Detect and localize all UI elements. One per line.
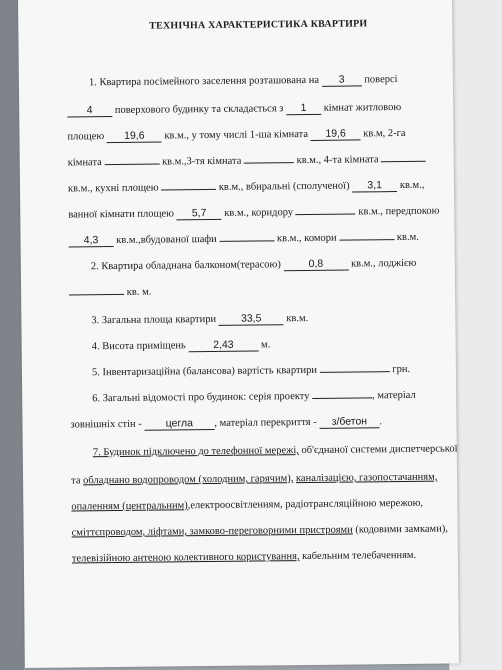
p4-line: 4. Висота приміщень 2,43 м.	[91, 338, 271, 353]
p1-line7: 4,3 кв.м.,вбудованої шафи кв.м., комори кв.м.	[69, 232, 419, 248]
room3-area-field	[244, 162, 294, 164]
p7-line5: телевізійною антеною колективного користування, кабельним телебаченням.	[71, 549, 417, 565]
document-title: ТЕХНІЧНА ХАРАКТЕРИСТИКА КВАРТИРИ	[149, 18, 368, 32]
walls-material-field: цегла	[144, 418, 214, 431]
loggia-area-field	[69, 294, 124, 296]
balcony-area-field: 0,8	[283, 259, 348, 272]
floor-field: 3	[322, 74, 362, 86]
p7-line3: опаленням (центральним),електроосвітленням, радіотрансляційною мережою,	[71, 497, 424, 513]
room2-area-field	[104, 164, 159, 166]
p5-line: 5. Інвентаризаційна (балансова) вартість квартири грн.	[91, 363, 411, 379]
slabs-material-field: з/бетон	[319, 416, 379, 429]
wardrobe-area-field	[219, 240, 274, 242]
room4-area-field	[381, 161, 426, 162]
bath-area-field: 5,7	[177, 208, 222, 220]
p1-line3: площею 19,6 кв.м., у тому числі 1-ша кімната 19,6 кв.м, 2-га	[67, 127, 406, 143]
living-area-field: 19,6	[107, 131, 162, 144]
value-field	[320, 371, 390, 373]
p1-line1: 1. Квартира посімейного заселення розташована на 3 поверсі	[88, 73, 398, 89]
p2-line1: 2. Квартира обладнана балконом(терасою) 0,8 кв.м., лоджією	[90, 257, 417, 273]
p6-line2: зовнішніх стін - цегла , матеріал перекриття - з/бетон .	[70, 415, 383, 431]
kitchen-area-field	[161, 189, 216, 191]
p3-line: 3. Загальна площа квартири 33,5 кв.м.	[91, 312, 309, 327]
total-area-field: 33,5	[219, 313, 284, 326]
p6-line1: 6. Загальні відомості про будинок: серія проекту , матеріал	[92, 389, 416, 405]
p7-line2: та обладнано водопроводом (холодним, гарячим), каналізацією, газопостачанням,	[71, 471, 438, 487]
storeroom-area-field	[339, 239, 394, 241]
p1-line4: кімната кв.м.,3-тя кімната кв.м., 4-та кімната	[68, 154, 427, 169]
document-content	[48, 0, 475, 666]
p1-line5: кв.м., кухні площею кв.м., вбиральні (сполученої) 3,1 кв.м.,	[67, 179, 425, 195]
storeys-field: 4	[67, 105, 112, 117]
toilet-area-field: 3,1	[352, 180, 397, 192]
p1-line2: 4 поверхового будинку та складається з 1 кімнат житловою	[67, 102, 401, 117]
document-page	[18, 0, 459, 668]
hall-area-field: 4,3	[69, 235, 114, 247]
project-series-field	[312, 397, 372, 399]
p7-line4: сміттєпроводом, ліфтами, замково-переговорними пристроями (кодовими замками),	[71, 523, 448, 539]
rooms-field: 1	[286, 103, 321, 115]
height-field: 2,43	[188, 340, 258, 353]
p7-line1: 7. Будинок підключено до телефонної мережі, об'єднаної системи диспетчерської	[92, 443, 458, 459]
p1-line6: ванної кімнати площею 5,7 кв.м., коридору кв.м., передпокою	[68, 205, 440, 221]
p2-line2: кв. м.	[69, 287, 151, 299]
corridor-area-field	[296, 213, 356, 215]
room1-area-field: 19,6	[311, 128, 361, 141]
